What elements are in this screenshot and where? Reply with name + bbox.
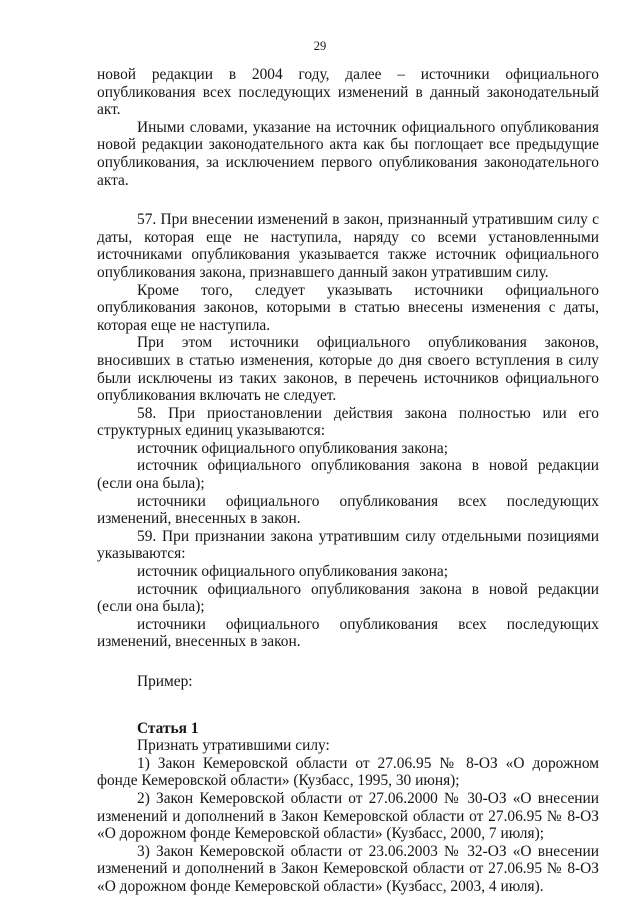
paragraph: При этом источники официального опубликования законов, вносивших в статью изменения, которые до дня своего вступления в силу были исключены из таких законов, в перечень источников официального опубликования включать не следует. — [97, 334, 599, 405]
paragraph-item-57: 57. При внесении изменений в закон, признанный утратившим силу с даты, которая еще не наступила, наряду со всеми установленными источниками опубликования указывается также источник официального опубликования закона, признавшего данный закон утратившим силу. — [97, 211, 599, 281]
paragraph: Иными словами, указание на источник официального опубликования новой редакции законодательного акта как бы поглощает все предыдущие опубликования, за исключением первого опубликования законодательного акта. — [97, 118, 599, 189]
paragraph-item-58: 58. При приостановлении действия закона полностью или его структурных единиц указываются: — [97, 404, 599, 440]
list-item: источник официального опубликования закона; — [137, 563, 448, 581]
paragraph: Кроме того, следует указывать источники официального опубликования законов, которыми в статью внесены изменения с даты, которая еще не наступила. — [97, 281, 599, 334]
page-number: 29 — [313, 39, 327, 53]
paragraph: Признать утратившими силу: — [137, 737, 330, 755]
list-item: 3) Закон Кемеровской области от 23.06.2003 № 32-ОЗ «О внесении изменений и дополнений в Закон Кемеровской области от 27.06.95 № 8-ОЗ «О дорожном фонде Кемеровской области» (Кузбасс, 2003, 4 июля). — [97, 842, 599, 895]
paragraph-continuation: новой редакции в 2004 году, далее – источники официального опубликования всех последующих изменений в данный законодательный акт. — [97, 66, 599, 119]
list-item: 2) Закон Кемеровской области от 27.06.2000 № 30-ОЗ «О внесении изменений и дополнений в Закон Кемеровской области от 27.06.95 № 8-ОЗ «О дорожном фонде Кемеровской области» (Кузбасс, 2000, 7 июля); — [97, 789, 599, 843]
article-heading: Статья 1 — [137, 719, 199, 737]
list-item: 1) Закон Кемеровской области от 27.06.95 № 8-ОЗ «О дорожном фонде Кемеровской области» (Кузбасс, 1995, 30 июня); — [97, 754, 599, 790]
example-label: Пример: — [137, 673, 193, 690]
paragraph-item-59: 59. При признании закона утратившим силу отдельными позициями указываются: — [97, 527, 599, 563]
list-item: источники официального опубликования всех последующих изменений, внесенных в закон. — [97, 492, 599, 528]
list-item: источник официального опубликования закона в новой редакции (если она была); — [97, 457, 599, 493]
list-item: источник официального опубликования закона в новой редакции (если она была); — [97, 580, 599, 616]
list-item: источники официального опубликования всех последующих изменений, внесенных в закон. — [97, 615, 599, 651]
list-item: источник официального опубликования закона; — [137, 439, 448, 457]
document-body — [97, 66, 599, 896]
